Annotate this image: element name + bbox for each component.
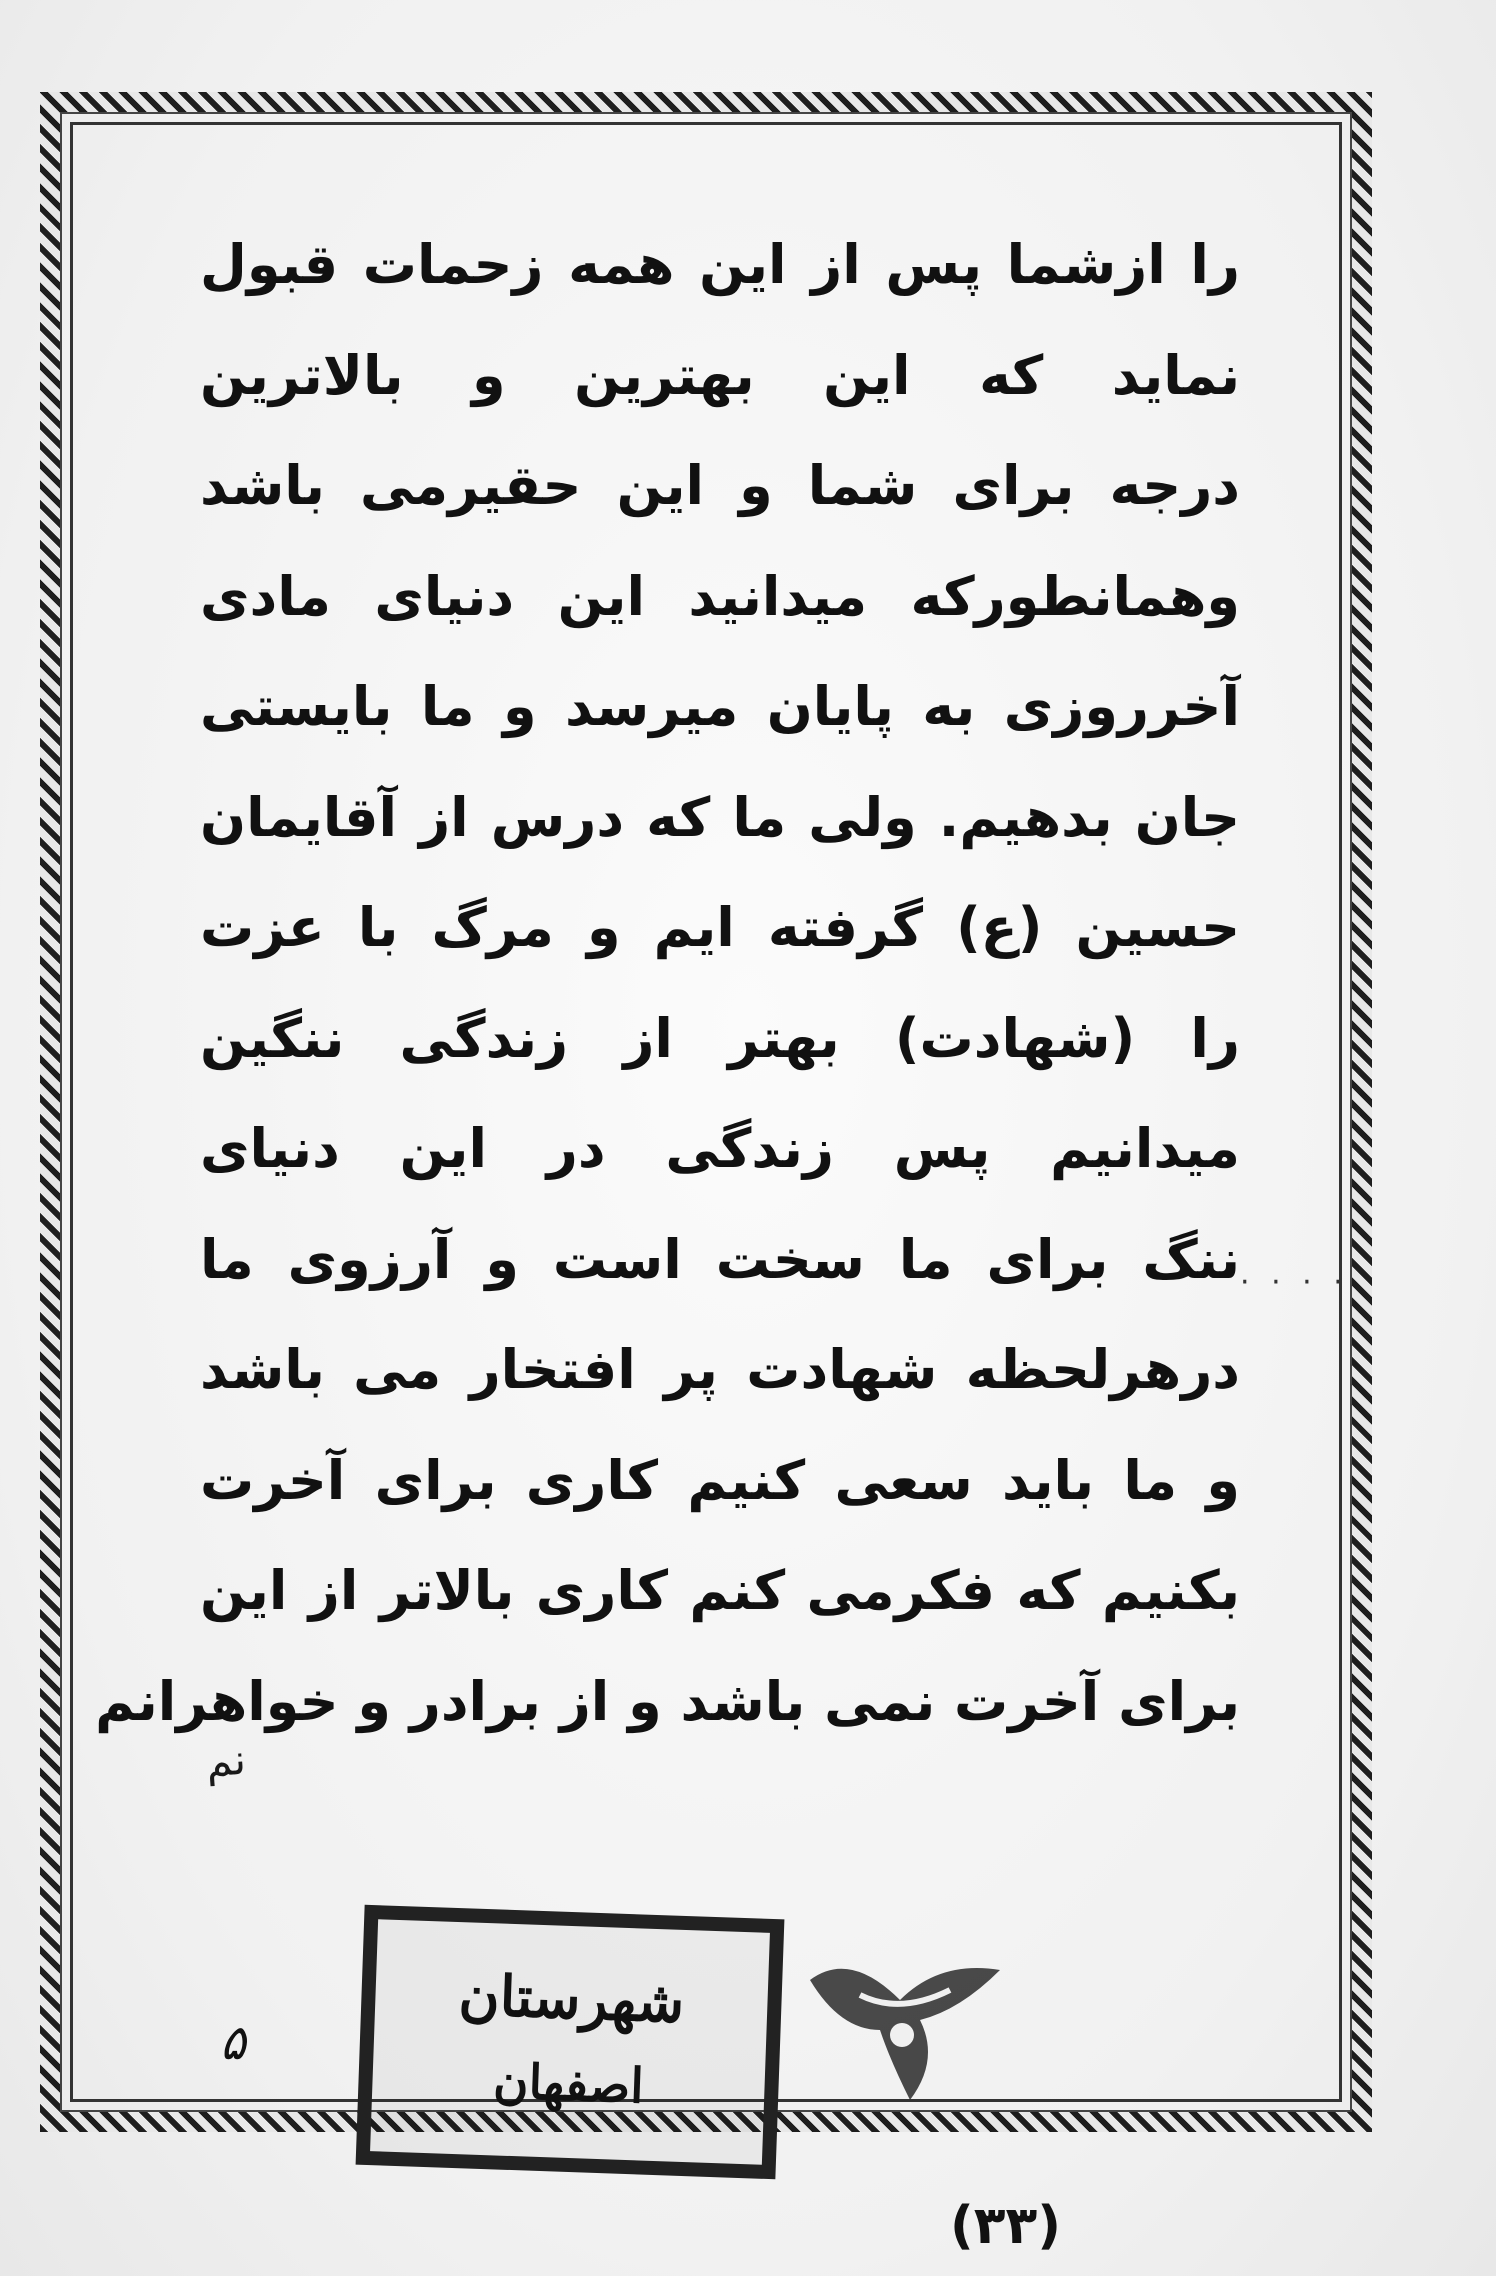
signature: ۵: [220, 2015, 246, 2071]
text-line: وهمانطورکه میدانید این دنیای مادی: [200, 564, 1240, 628]
text-line: را ازشما پس از این همه زحمات قبول: [200, 233, 1240, 296]
text-line: برای آخرت نمی باشد و از برادر و خواهرانم: [95, 1669, 1240, 1733]
margin-note: نم: [204, 1734, 248, 1787]
text-line: میدانیم پس زندگی در این دنیای: [200, 1117, 1240, 1180]
text-line: ننگ برای ما سخت است و آرزوی ما: [200, 1227, 1240, 1291]
text-line: بکنیم که فکرمی کنم کاری بالاتر از این: [200, 1559, 1240, 1622]
page-number: (۳۳): [950, 2196, 1062, 2256]
text-line: را (شهادت) بهتر از زندگی ننگین: [200, 1006, 1240, 1070]
ink-specks: · · · ·: [1240, 1265, 1349, 1300]
stamp-line-2: اصفهان: [492, 2053, 645, 2115]
emblem-icon: [790, 1940, 1020, 2110]
text-line: درجه برای شما و این حقیرمی باشد: [200, 454, 1240, 517]
text-line: آخرروزی به پایان میرسد و ما بایستی: [200, 675, 1240, 738]
stamp-line-1: شهرستان: [457, 1962, 686, 2036]
text-line: حسین (ع) گرفته ایم و مرگ با عزت: [200, 896, 1240, 959]
text-line: و ما باید سعی کنیم کاری برای آخرت: [200, 1448, 1240, 1512]
text-line: نماید که این بهترین و بالاترین: [200, 343, 1240, 407]
text-line: درهرلحظه شهادت پر افتخار می باشد: [200, 1338, 1240, 1401]
letter-body: [95, 210, 1240, 1757]
text-line: جان بدهیم. ولی ما که درس از آقایمان: [200, 785, 1240, 849]
official-stamp: [356, 1905, 785, 2179]
